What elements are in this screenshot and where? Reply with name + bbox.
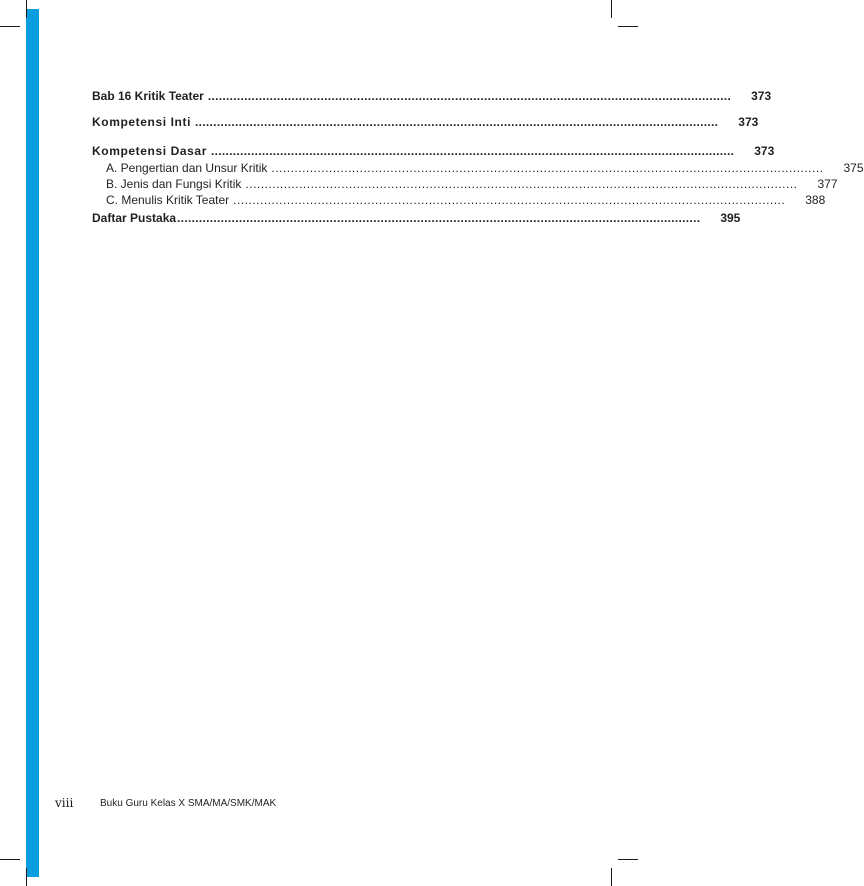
toc-entry-page: 388 (805, 193, 826, 207)
toc-entry-page: 373 (754, 144, 775, 158)
crop-mark-bottom-right-vertical (611, 868, 612, 886)
toc-entry-label: B. Jenis dan Fungsi Kritik (106, 177, 242, 191)
book-title-footer: Buku Guru Kelas X SMA/MA/SMK/MAK (100, 798, 277, 809)
crop-mark-top-right-horizontal (618, 26, 638, 27)
toc-dot-leader: ................................................................................................................................................ (271, 161, 824, 175)
toc-dot-leader: ................................................................................................................................................ (233, 193, 786, 207)
toc-entry-label: Daftar Pustaka (92, 211, 177, 225)
toc-entry[interactable] (92, 143, 775, 159)
toc-entry-label: C. Menulis Kritik Teater (106, 193, 230, 207)
table-of-contents (92, 88, 864, 226)
toc-entry[interactable] (92, 210, 741, 226)
toc-entry-label: Kompetensi Dasar (92, 144, 207, 158)
toc-dot-leader: ................................................................................................................................................ (177, 211, 701, 225)
toc-dot-leader: ................................................................................................................................................ (210, 144, 735, 158)
toc-entry-label: Bab 16 Kritik Teater (92, 89, 204, 103)
toc-entry-page: 373 (751, 89, 772, 103)
toc-entry-page: 395 (720, 211, 741, 225)
toc-subentry[interactable] (92, 160, 864, 176)
toc-entry-label: A. Pengertian dan Unsur Kritik (106, 161, 268, 175)
toc-dot-leader: ................................................................................................................................................ (245, 177, 798, 191)
crop-mark-bottom-left-horizontal (0, 859, 20, 860)
toc-entry-page: 375 (843, 161, 864, 175)
crop-mark-top-left-vertical (26, 0, 27, 18)
side-color-bar (26, 9, 39, 877)
crop-mark-bottom-left-vertical (26, 868, 27, 886)
toc-subentry[interactable] (92, 192, 826, 208)
toc-entry-page: 373 (738, 115, 759, 129)
toc-entry[interactable] (92, 88, 772, 104)
toc-entry-label: Kompetensi Inti (92, 115, 192, 129)
toc-dot-leader: ................................................................................................................................................ (207, 89, 732, 103)
toc-entry-page: 377 (817, 177, 838, 191)
toc-entry[interactable] (92, 114, 759, 130)
crop-mark-bottom-right-horizontal (618, 859, 638, 860)
toc-subentry[interactable] (92, 176, 838, 192)
page-number: viii (55, 796, 74, 810)
crop-mark-top-right-vertical (611, 0, 612, 18)
crop-mark-top-left-horizontal (0, 26, 20, 27)
toc-dot-leader: ................................................................................................................................................ (195, 115, 719, 129)
